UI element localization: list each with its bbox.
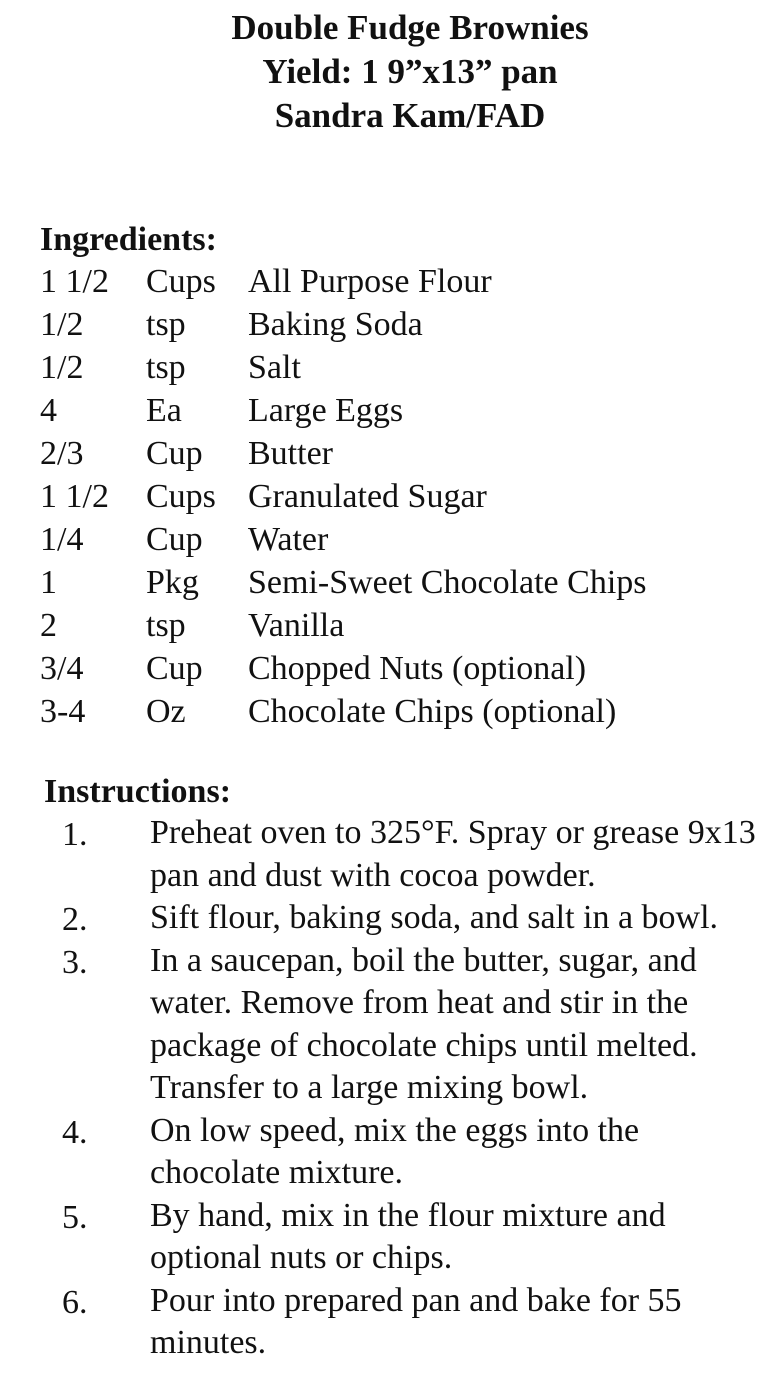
ingredient-quantity: 1/2 [40,349,84,386]
ingredient-list [40,260,740,733]
ingredient-row [40,303,740,346]
step-number: 2. [62,901,88,938]
ingredient-quantity: 1/2 [40,306,84,343]
ingredient-name: Vanilla [248,607,345,644]
step-text: Pour into prepared pan and bake for 55 minutes. [150,1281,682,1361]
ingredients-heading: Ingredients: [40,221,217,258]
instruction-step [44,897,764,940]
step-number: 4. [62,1113,88,1151]
ingredient-unit: tsp [146,607,186,644]
step-number: 6. [62,1283,88,1321]
ingredient-row [40,647,740,690]
ingredient-quantity: 2 [40,607,57,644]
step-number: 5. [62,1198,88,1236]
ingredient-name: Large Eggs [248,392,404,429]
recipe-yield: Yield: 1 9”x13” pan [262,52,558,91]
ingredient-name: Granulated Sugar [248,478,487,515]
ingredient-quantity: 1/4 [40,521,84,558]
ingredient-unit: Ea [146,392,182,429]
ingredient-row [40,346,740,389]
ingredient-name: Chopped Nuts (optional) [248,650,587,687]
step-text: Preheat oven to 325°F. Spray or grease 9x13 pan and dust with cocoa powder. [150,814,756,894]
step-text: Sift flour, baking soda, and salt in a bowl. [150,899,719,936]
ingredient-row [40,389,740,432]
ingredient-quantity: 1 1/2 [40,263,109,300]
ingredient-row [40,475,740,518]
ingredient-unit: Cups [146,263,216,300]
ingredient-name: Water [248,521,329,558]
ingredient-row [40,432,740,475]
ingredient-row [40,260,740,303]
ingredient-quantity: 1 [40,564,57,601]
ingredient-name: Baking Soda [248,306,423,343]
ingredient-name: Salt [248,349,301,386]
ingredient-name: Butter [248,435,333,472]
ingredient-row [40,690,740,733]
ingredient-unit: Cup [146,650,203,687]
step-number: 1. [62,816,88,853]
instruction-step [44,1110,764,1195]
ingredient-quantity: 1 1/2 [40,478,109,515]
instruction-list [44,812,764,1365]
step-text: In a saucepan, boil the butter, sugar, and water. Remove from heat and stir in the package of chocolate chips until melted. Transfer to a large mixing bowl. [150,941,698,1106]
ingredient-unit: tsp [146,349,186,386]
ingredient-row [40,561,740,604]
ingredient-row [40,604,740,647]
instruction-step [44,940,764,1110]
recipe-header [0,6,768,138]
ingredient-quantity: 3-4 [40,693,86,730]
ingredient-quantity: 2/3 [40,435,84,472]
step-text: By hand, mix in the flour mixture and optional nuts or chips. [150,1196,666,1276]
ingredient-unit: Oz [146,693,186,730]
instruction-step [44,812,764,897]
ingredient-name: Chocolate Chips (optional) [248,693,617,730]
ingredient-quantity: 4 [40,392,57,429]
recipe-title: Double Fudge Brownies [231,8,589,47]
instructions-heading: Instructions: [44,773,232,810]
ingredient-row [40,518,740,561]
ingredient-unit: Cup [146,435,203,472]
ingredient-unit: tsp [146,306,186,343]
ingredient-unit: Pkg [146,564,199,601]
ingredient-quantity: 3/4 [40,650,84,687]
ingredient-unit: Cup [146,521,203,558]
ingredient-name: All Purpose Flour [248,263,492,300]
step-text: On low speed, mix the eggs into the chocolate mixture. [150,1111,640,1191]
instruction-step [44,1195,764,1280]
recipe-author: Sandra Kam/FAD [274,96,546,135]
step-number: 3. [62,943,88,981]
ingredient-unit: Cups [146,478,216,515]
instruction-step [44,1280,764,1365]
ingredient-name: Semi-Sweet Chocolate Chips [248,564,647,601]
